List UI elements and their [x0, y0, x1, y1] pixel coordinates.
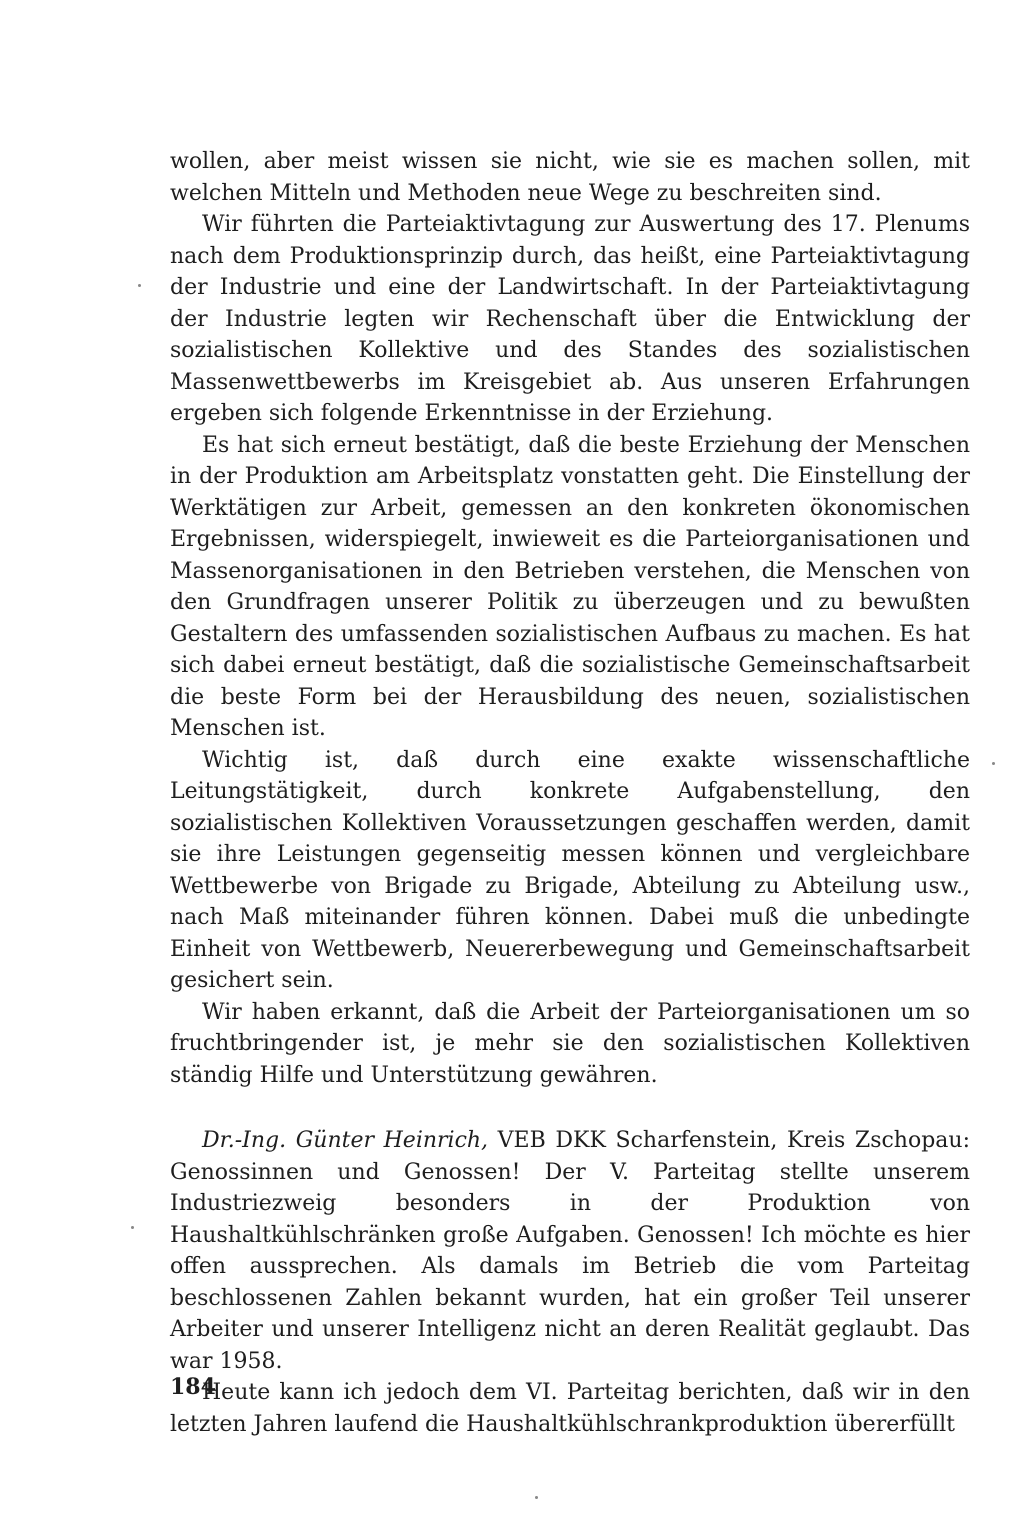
section-gap — [170, 1091, 970, 1125]
speaker-affiliation: VEB DKK Scharfenstein, Kreis Zschopau: — [488, 1128, 970, 1153]
paragraph-1: wollen, aber meist wissen sie nicht, wie sie es machen sollen, mit welchen Mitteln und Methoden neue Wege zu beschreiten sind. — [170, 149, 970, 206]
speaker-name: Dr.-Ing. Günter Heinrich, — [202, 1128, 489, 1153]
print-speck — [138, 284, 141, 287]
paragraph-2: Wir führten die Parteiaktivtagung zur Auswertung des 17. Plenums nach dem Produktionsprinzip durch, das heißt, eine Parteiaktivtagung der Industrie und eine der Landwirtschaft. In der Parteiaktivtagung der Industrie legten wir Rechenschaft über die Entwicklung der sozialistischen Kollektive und des Standes des sozialistischen Massenwettbewerbs im Kreisgebiet ab. Aus unseren Erfahrungen ergeben sich folgende Erkenntnisse in der Erziehung. — [170, 212, 970, 426]
paragraph-3: Es hat sich erneut bestätigt, daß die beste Erziehung der Menschen in der Produktion am Arbeitsplatz vonstatten geht. Die Einstellung der Werktätigen zur Arbeit, gemessen an den konkreten ökonomischen Ergebnissen, widerspiegelt, inwieweit es die Parteiorganisationen und Massenorganisationen in den Betrieben verstehen, die Menschen von den Grundfragen unserer Politik zu überzeugen und zu bewußten Gestaltern des umfassenden sozialistischen Aufbaus zu machen. Es hat sich dabei erneut bestätigt, daß die sozialistische Gemeinschaftsarbeit die beste Form bei der Herausbildung des neuen, sozialistischen Menschen ist. — [170, 432, 970, 741]
page-number: 184 — [170, 1374, 216, 1400]
paragraph-4: Wichtig ist, daß durch eine exakte wissenschaftliche Leitungstätigkeit, durch konkrete Aufgabenstellung, den sozialistischen Kollektiven Voraussetzungen geschaffen werden, damit sie ihre Leistungen gegenseitig messen können und vergleichbare Wettbewerbe von Brigade zu Brigade, Abteilung zu Abteilung usw., nach Maß miteinander führen können. Dabei muß die unbedingte Einheit von Wettbewerb, Neuererbewegung und Gemeinschaftsarbeit gesichert sein. — [170, 747, 970, 993]
body-text — [170, 146, 970, 1440]
paragraph-7: Heute kann ich jedoch dem VI. Parteitag berichten, daß wir in den letzten Jahren laufend die Haushaltkühlschrankproduktion übererfüllt — [170, 1380, 970, 1437]
speaker-paragraph — [170, 1125, 970, 1377]
print-speck — [131, 1226, 134, 1229]
paragraph-5: Wir haben erkannt, daß die Arbeit der Parteiorganisationen um so fruchtbringender ist, je mehr sie den sozialistischen Kollektiven ständig Hilfe und Unterstützung gewähren. — [170, 999, 970, 1088]
print-speck — [535, 1496, 538, 1499]
speaker-text: Genossinnen und Genossen! Der V. Parteitag stellte unserem Industriezweig besonders in der Produktion von Haushaltkühlschränken große Aufgaben. Genossen! Ich möchte es hier offen aussprechen. Als damals im Betrieb die vom Parteitag beschlossenen Zahlen bekannt wurden, hat ein großer Teil unserer Arbeiter und unserer Intelligenz nicht an deren Realität geglaubt. Das war 1958. — [170, 1159, 970, 1374]
print-speck — [992, 762, 995, 765]
